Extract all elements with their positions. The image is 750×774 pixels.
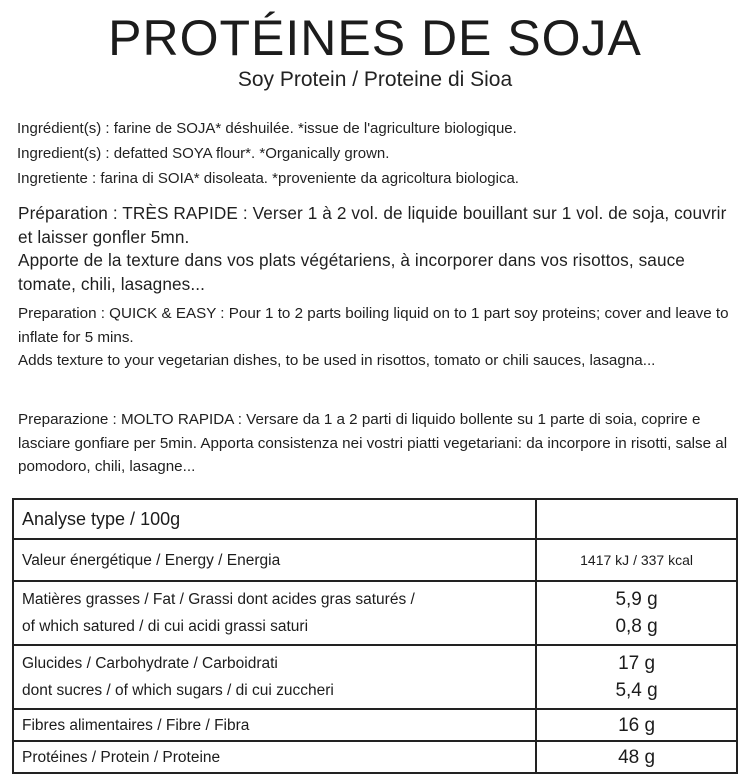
nutrition-row-fibre [13, 709, 737, 741]
nutrient-value: 16 g [618, 714, 656, 736]
nutrient-value: 48 g [618, 746, 656, 768]
preparation-en-instructions: Preparation : QUICK & EASY : Pour 1 to 2 parts boiling liquid on to 1 part soy proteins; cover and leave to inflate for 5 mins. [18, 305, 729, 346]
nutrient-subvalue: 5,4 g [615, 680, 658, 701]
preparation-it-text: Preparazione : MOLTO RAPIDA : Versare da 1 a 2 parti di liquido bollente su 1 parte di soia, coprire e lasciare gonfiare per 5min. Apporta consistenza nei vostri piatti vegetariani: da incorpore in risotti, salse al pomodoro, chili, lasagne... [18, 411, 728, 475]
nutrition-header: Analyse type / 100g [13, 499, 536, 539]
ingredients-list [17, 116, 737, 191]
ingredients-it: Ingretiente : farina di SOIA* disoleata. *proveniente da agricoltura biologica. [17, 170, 519, 187]
nutrition-header-row [13, 499, 737, 539]
nutrition-row-carbohydrate [13, 645, 737, 709]
nutrition-row-fat [13, 581, 737, 645]
preparation-en-usage: Adds texture to your vegetarian dishes, to be used in risottos, tomato or chili sauces, lasagna... [18, 352, 656, 369]
nutrient-label: Matières grasses / Fat / Grassi dont acides gras saturés / [22, 591, 415, 608]
nutrition-row-energy [13, 539, 737, 581]
ingredients-en: Ingredient(s) : defatted SOYA flour*. *Organically grown. [17, 145, 390, 162]
preparation-fr-usage: Apporte de la texture dans vos plats végétariens, à incorporer dans vos risottos, sauce tomate, chili, lasagnes... [18, 250, 685, 294]
nutrient-label: Protéines / Protein / Proteine [22, 748, 221, 766]
nutrient-value: 5,9 g [615, 589, 658, 610]
preparation-fr-instructions: Préparation : TRÈS RAPIDE : Verser 1 à 2 vol. de liquide bouillant sur 1 vol. de soja, couvrir et laisser gonfler 5mn. [18, 203, 727, 247]
nutrition-table [12, 498, 738, 774]
nutrient-value: 17 g [618, 653, 656, 674]
nutrient-subvalue: 0,8 g [615, 616, 658, 637]
preparation-it [18, 408, 744, 479]
product-subtitle: Soy Protein / Proteine di Sioa [237, 68, 513, 91]
nutrient-label: Valeur énergétique / Energy / Energia [22, 551, 281, 569]
nutrient-value: 1417 kJ / 337 kcal [580, 551, 693, 568]
nutrient-label: Fibres alimentaires / Fibre / Fibra [22, 716, 250, 734]
nutrition-header-empty [536, 499, 737, 539]
product-title: PROTÉINES DE SOJA [108, 10, 642, 66]
nutrient-sublabel: of which satured / di cui acidi grassi saturi [22, 618, 309, 635]
preparation-fr [18, 202, 744, 296]
nutrient-label: Glucides / Carbohydrate / Carboidrati [22, 655, 278, 672]
nutrient-sublabel: dont sucres / of which sugars / di cui zuccheri [22, 682, 334, 699]
nutrition-row-protein [13, 741, 737, 773]
ingredients-fr: Ingrédient(s) : farine de SOJA* déshuilée. *issue de l'agriculture biologique. [17, 120, 517, 137]
preparation-en [18, 302, 744, 373]
